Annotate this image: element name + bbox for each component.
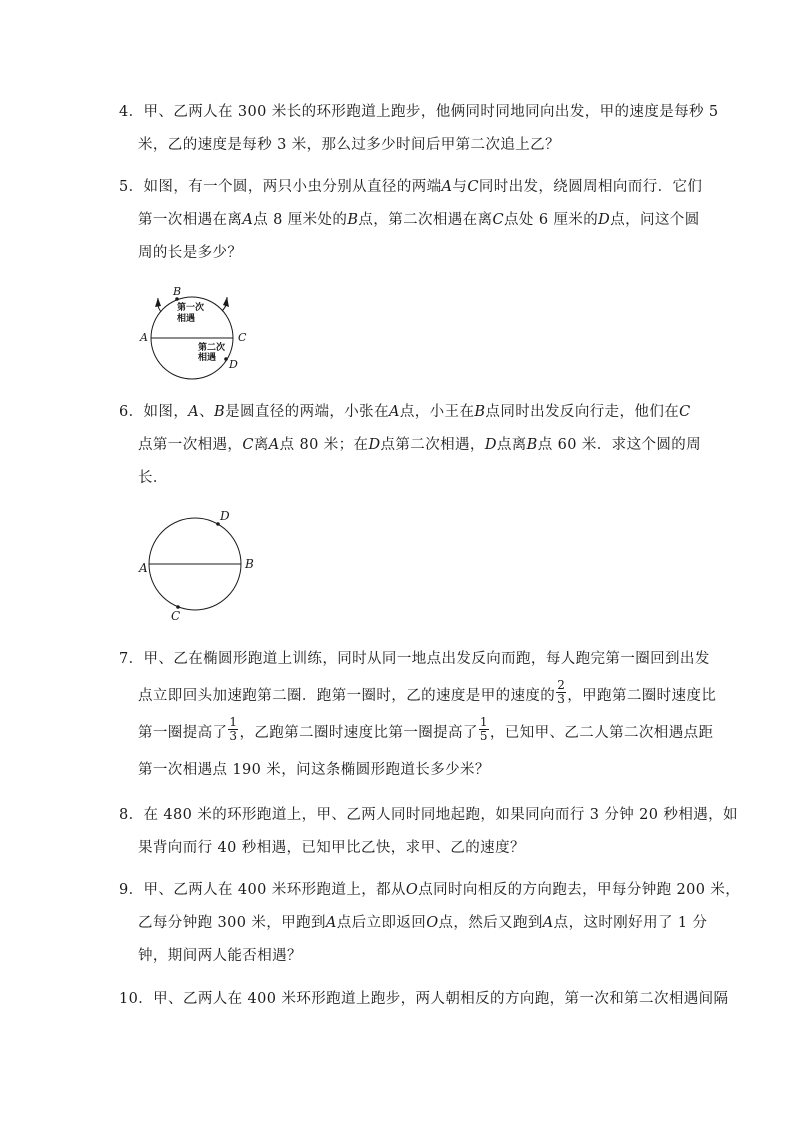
question-9-line-3: 钟，期间两人能否相遇？: [138, 948, 302, 964]
label-c: C: [171, 609, 181, 623]
label-a: A: [139, 561, 148, 575]
question-5-figure: [130, 278, 260, 388]
label-a: A: [140, 331, 148, 344]
question-8-line-1: 8．在 480 米的环形跑道上，甲、乙两人同时同地起跑，如果同向而行 3 分钟 20 秒相遇，如: [119, 807, 738, 823]
second-meet-label-2: 相遇: [198, 353, 217, 363]
question-4-line-2: 米，乙的速度是每秒 3 米，那么过多少时间后甲第二次追上乙？: [138, 137, 560, 153]
label-b: B: [245, 557, 254, 571]
fraction-one-third: $\frac{1}{3}$: [229, 714, 238, 743]
question-4: [119, 96, 719, 162]
question-5-line-2: 第一次相遇在离A点 8 厘米处的B点，第二次相遇在离C点处 6 厘米的D点，问这个圆: [138, 212, 700, 228]
first-meet-label-2: 相遇: [177, 314, 196, 324]
label-d: D: [220, 509, 230, 523]
question-5-line-1: 5．如图，有一个圆，两只小虫分别从直径的两端A与C同时出发，绕圆周相向而行．它们: [119, 179, 703, 195]
question-9-line-1: 9．甲、乙两人在 400 米环形跑道上，都从O点同时向相反的方向跑去，甲每分钟跑 200 米，: [119, 882, 741, 898]
question-7: [119, 641, 717, 789]
question-6-line-1: 6．如图，A、B是圆直径的两端，小张在A点，小王在B点同时出发反向行走，他们在C: [119, 404, 691, 420]
fraction-two-thirds: $\frac{2}{3}$: [557, 677, 566, 706]
question-10-line-1: 10．甲、乙两人在 400 米环形跑道上跑步，两人朝相反的方向跑，第一次和第二次相遇间隔: [119, 991, 729, 1007]
question-8: [119, 799, 738, 865]
label-d: D: [229, 358, 238, 371]
question-7-line-2: 点立即回头加速跑第二圈．跑第一圈时，乙的速度是甲的速度的 $\frac{2}{3}$ ，甲跑第二圈时速度比: [138, 677, 717, 706]
question-6-line-2: 点第一次相遇，C离A点 80 米；在D点第二次相遇，D点离B点 60 米．求这个圆的周: [138, 437, 702, 453]
question-7-line-4: 第一次相遇点 190 米，问这条椭圆形跑道长多少米？: [138, 762, 490, 778]
question-7-line-1: 7．甲、乙在椭圆形跑道上训练，同时从同一地点出发反向而跑，每人跑完第一圈回到出发: [119, 651, 710, 667]
second-meet-label-1: 第二次: [198, 343, 226, 353]
fraction-one-fifth: $\frac{1}{5}$: [479, 714, 488, 743]
label-c: C: [238, 331, 247, 344]
question-8-line-2: 果背向而行 40 秒相遇，已知甲比乙快，求甲、乙的速度？: [138, 840, 525, 856]
question-10: [119, 983, 729, 1016]
question-9-line-2: 乙每分钟跑 300 米，甲跑到A点后立即返回O点，然后又跑到A点，这时刚好用了 1 分: [138, 915, 708, 931]
question-6-figure: [135, 506, 270, 626]
question-6-line-3: 长．: [138, 470, 168, 486]
question-6: [119, 396, 702, 495]
question-5-line-3: 周的长是多少？: [138, 245, 243, 261]
first-meet-label-1: 第一次: [177, 303, 205, 313]
question-9: [119, 874, 741, 973]
label-b: B: [173, 285, 182, 298]
question-4-line-1: 4．甲、乙两人在 300 米长的环形跑道上跑步，他俩同时同地同向出发，甲的速度是每秒 5: [119, 104, 719, 120]
question-5: [119, 171, 703, 270]
question-7-line-3: 第一圈提高了 $\frac{1}{3}$ ，乙跑第二圈时速度比第一圈提高了 $\frac{1}{5}$ ，已知甲、乙二人第二次相遇点距: [138, 714, 714, 743]
